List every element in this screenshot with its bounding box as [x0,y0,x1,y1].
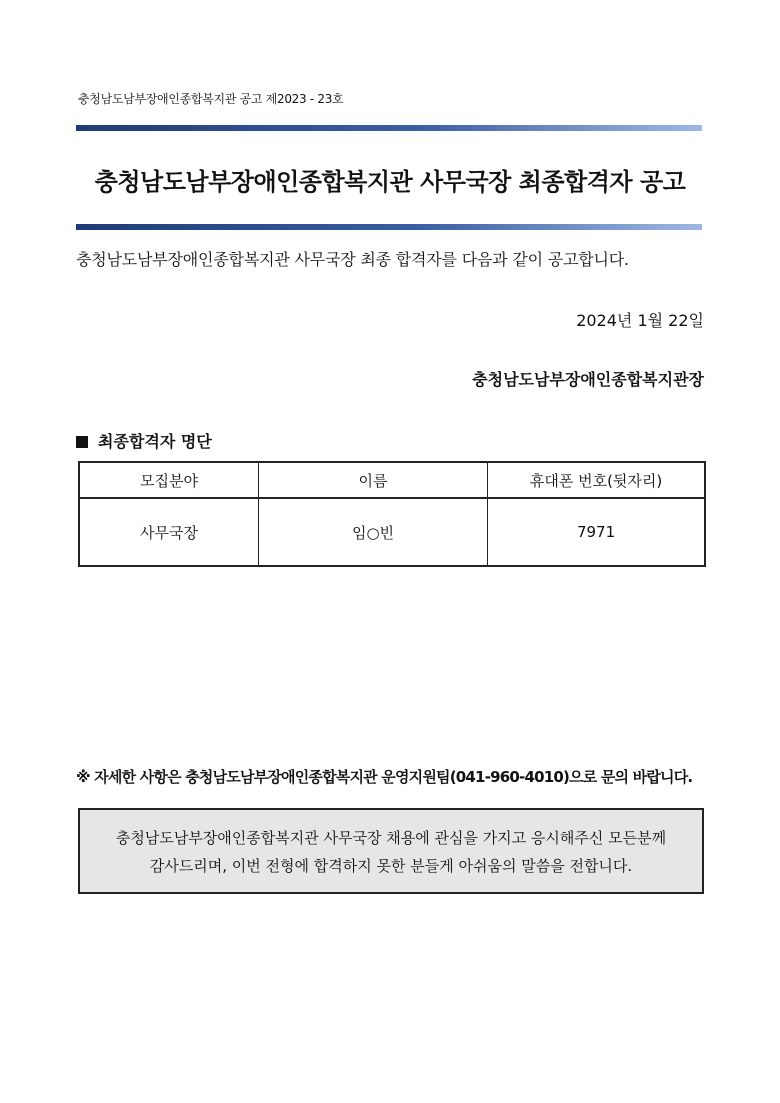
cell-name: 임○빈 [258,498,487,566]
table-header-row [79,462,705,498]
notice-number: 충청남도남부장애인종합복지관 공고 제2023 - 23호 [78,92,344,106]
notice-date: 2024년 1월 22일 [576,311,704,330]
cell-phone: 7971 [488,498,705,566]
page-title: 충청남도남부장애인종합복지관 사무국장 최종합격자 공고 [94,168,686,196]
column-header-name: 이름 [258,462,487,498]
cell-field: 사무국장 [79,498,258,566]
issuer-name: 충청남도남부장애인종합복지관장 [472,370,704,389]
section-title: 최종합격자 명단 [98,432,212,451]
top-divider [76,125,702,131]
intro-text: 충청남도남부장애인종합복지관 사무국장 최종 합격자를 다음과 같이 공고합니다. [76,250,629,269]
inquiry-note: ※ 자세한 사항은 충청남도남부장애인종합복지관 운영지원팀(041-960-4010)으로 문의 바랍니다. [76,768,693,786]
bottom-divider [76,224,702,230]
section-heading [76,429,212,452]
thanks-line-2: 감사드리며, 이번 전형에 합격하지 못한 분들게 아쉬움의 말씀을 전합니다. [149,857,633,875]
column-header-phone: 휴대폰 번호(뒷자리) [488,462,705,498]
results-table [78,461,706,567]
table-row [79,498,705,566]
column-header-field: 모집분야 [79,462,258,498]
thanks-box [78,808,704,894]
square-bullet-icon [76,436,88,448]
thanks-line-1: 충청남도남부장애인종합복지관 사무국장 채용에 관심을 가지고 응시해주신 모든분께 [115,829,667,847]
